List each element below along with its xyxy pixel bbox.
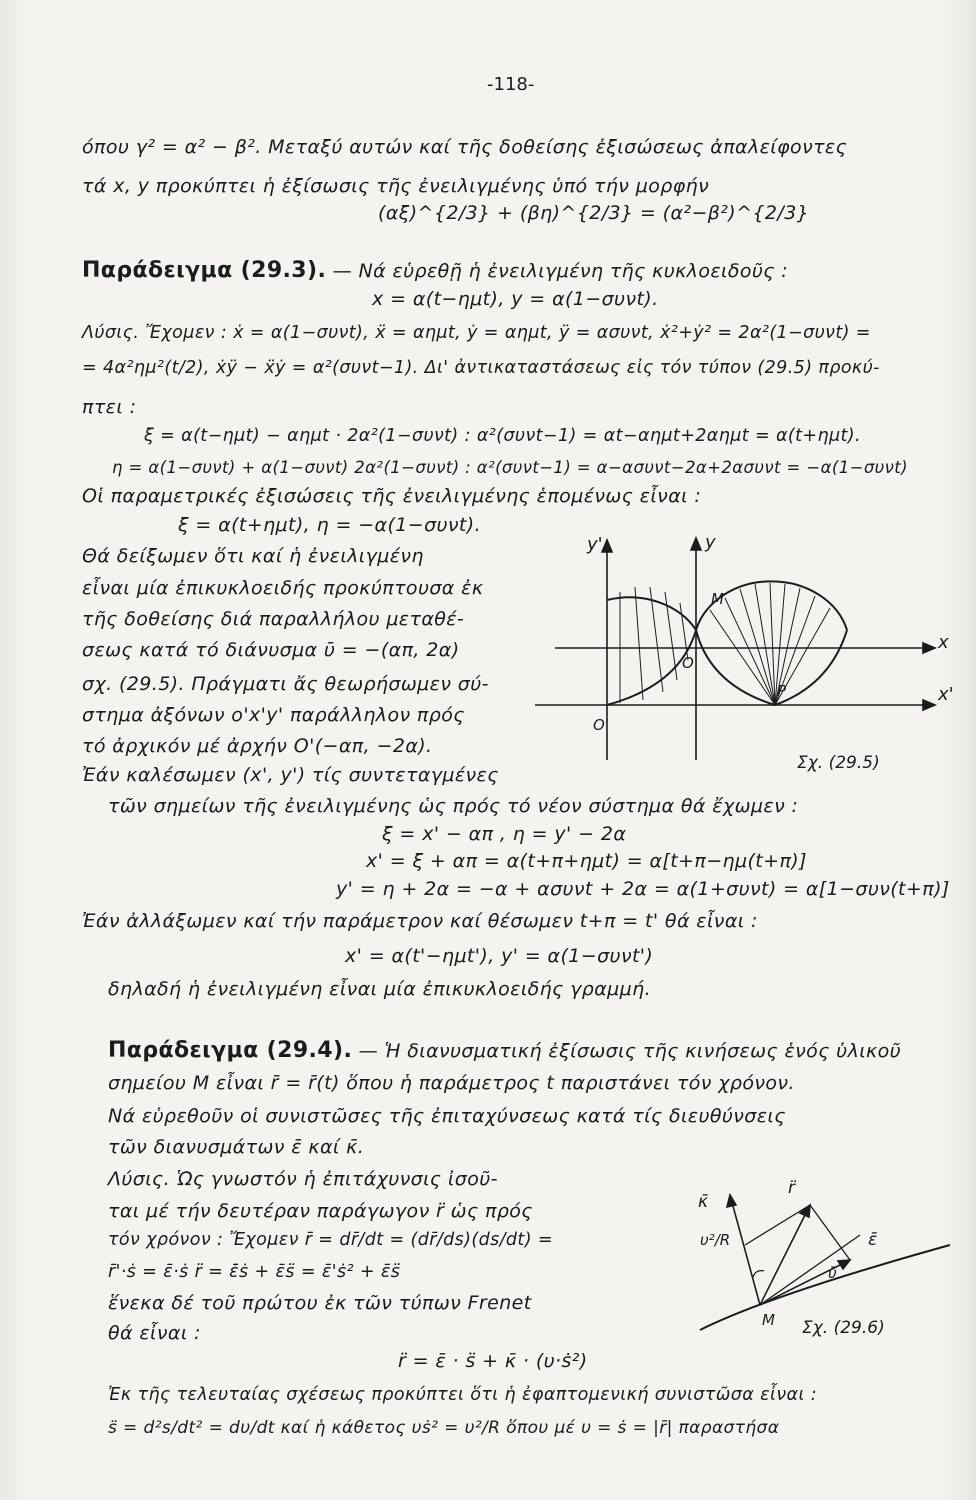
figure-caption: Σχ. (29.5): [797, 753, 880, 773]
text-line: θά εἶναι :: [108, 1322, 201, 1344]
text-line: τό ἀρχικόν μέ ἀρχήν Ο'(−απ, −2α).: [82, 735, 433, 757]
y-prime-arrow: [602, 540, 612, 552]
text-line: ται μέ τήν δευτέραν παράγωγον r̈ ὡς πρός: [108, 1200, 533, 1222]
text-line: όπου γ² = α² − β². Μεταξύ αυτών καί τῆς δοθείσης ἐξισώσεως ἀπαλείφοντες: [82, 136, 848, 158]
text-line: Θά δείξωμεν ὅτι καί ἡ ἐνειλιγμένη: [82, 545, 424, 567]
label-upsilon: ῡ: [828, 1264, 837, 1282]
example-text: — Νά εὑρεθῇ ἡ ἐνειλιγμένη τῆς κυκλοειδοῦς :: [332, 260, 789, 282]
text-line: Ἐκ τῆς τελευταίας σχέσεως προκύπτει ὅτι ἡ ἐφαπτομενική συνιστῶσα εἶναι :: [108, 1385, 818, 1405]
label-o-prime: O': [593, 716, 609, 734]
equation: ξ = x' − απ , η = y' − 2α: [382, 823, 627, 845]
component-line: [810, 1205, 850, 1260]
equation: ξ = α(t+ημt), η = −α(1−συνt).: [178, 514, 482, 536]
tangent-vector: [760, 1235, 860, 1305]
label-y-prime: y': [587, 534, 603, 555]
text-line: Ἐάν καλέσωμεν (x', y') τίς συντεταγμένες: [82, 764, 499, 786]
text-line: τόν χρόνον : Ἔχομεν r̄ = dr̄/dt = (dr̄/ds)(ds/dt) =: [108, 1230, 553, 1250]
text-line: σεως κατά τό διάνυσμα ῡ = −(απ, 2α): [82, 639, 460, 661]
text-line: πτει :: [82, 396, 137, 418]
text-line: Νά εὑρεθοῦν οἱ συνιστῶσες τῆς ἐπιταχύνσεως κατά τίς διευθύνσεις: [108, 1105, 786, 1127]
x-arrow: [923, 643, 935, 653]
label-x-prime: x': [938, 684, 954, 705]
figure-29-5: [525, 520, 965, 775]
example-heading-row: [82, 258, 788, 283]
text-line: Λύσις. Ἔχομεν : ẋ = α(1−συνt), ẍ = αημt, ẏ = αημt, ÿ = ασυνt, ẋ²+ẏ² = 2α²(1−συνt) =: [82, 323, 871, 343]
label-x: x: [938, 632, 949, 653]
text-line: σημείου Μ εἶναι r̄ = r̄(t) ὅπου ἡ παράμετρος t παριστάνει τόν χρόνον.: [108, 1072, 795, 1094]
text-line: Οἱ παραμετρικές ἐξισώσεις τῆς ἐνειλιγμένης ἑπομένως εἶναι :: [82, 485, 702, 507]
page-number: -118-: [487, 74, 535, 95]
text-line: τῶν σημείων τῆς ἐνειλιγμένης ὡς πρός τό νέον σύστημα θά ἔχωμεν :: [108, 795, 799, 817]
text-line: σχ. (29.5). Πράγματι ἄς θεωρήσωμεν σύ-: [82, 673, 489, 695]
text-line: Ἐάν ἀλλάξωμεν καί τήν παράμετρον καί θέσωμεν t+π = t' θά εἶναι :: [82, 910, 758, 932]
equation: x' = α(t'−ημt'), y' = α(1−συνt'): [345, 945, 654, 967]
equation: ξ = α(t−ημt) − αημt · 2α²(1−συνt) : α²(συνt−1) = αt−αημt+2αημt = α(t+ημt).: [144, 426, 861, 446]
label-m: M: [711, 590, 724, 608]
text-line: ἕνεκα δέ τοῦ πρώτου ἐκ τῶν τύπων Frenet: [108, 1292, 532, 1314]
text-line: στημα ἀξόνων ο'x'y' παράλληλον πρός: [82, 704, 465, 726]
text-line: τῆς δοθείσης διά παραλλήλου μεταθέ-: [82, 608, 465, 630]
text-line: = 4α²ημ²(t/2), ẋÿ − ẍẏ = α²(συνt−1). Δι' ἀντικαταστάσεως εἰς τόν τύπον (29.5) προκύ-: [82, 358, 880, 378]
equation: y' = η + 2α = −α + ασυνt + 2α = α(1+συνt) = α[1−συν(t+π)]: [336, 878, 950, 900]
y-arrow: [691, 538, 701, 550]
text-line: τά x, y προκύπτει ἡ ἐξίσωσις τῆς ἐνειλιγμένης ὑπό τήν μορφήν: [82, 175, 710, 197]
label-o: O: [682, 654, 694, 672]
label-r-ddot: r̈: [788, 1178, 795, 1198]
equation: (αξ)^{2/3} + (βη)^{2/3} = (α²−β²)^{2/3}: [378, 202, 810, 224]
text-line: Λύσις. Ὡς γνωστόν ἡ ἐπιτάχυνσις ἰσοῦ-: [108, 1168, 498, 1190]
text-line: εἶναι μία ἐπικυκλοειδής προκύπτουσα ἐκ: [82, 577, 484, 599]
figure-29-6: [690, 1165, 960, 1345]
text-line: δηλαδή ἡ ἐνειλιγμένη εἶναι μία ἐπικυκλοειδής γραμμή.: [108, 978, 652, 1000]
label-p: P: [777, 682, 787, 700]
equation: x = α(t−ημt), y = α(1−συνt).: [372, 288, 659, 310]
equation: η = α(1−συνt) + α(1−συνt) 2α²(1−συνt) : α²(συνt−1) = α−ασυνt−2α+2ασυνt = −α(1−συνt): [112, 458, 908, 477]
label-u2-over-r: υ²/R: [700, 1231, 731, 1249]
example-text: — Ἡ διανυσματική ἐξίσωσις τῆς κινήσεως ἑνός ὑλικοῦ: [358, 1040, 902, 1062]
x-prime-arrow: [923, 700, 935, 710]
example-heading: Παράδειγμα (29.3).: [82, 258, 327, 283]
example-heading: Παράδειγμα (29.4).: [108, 1038, 353, 1063]
text-line: s̈ = d²s/dt² = dυ/dt καί ἡ κάθετος υṡ² = υ²/R ὅπου μέ υ = ṡ = |r̄| παραστήσα: [108, 1418, 780, 1438]
label-y: y: [705, 532, 716, 553]
figure-caption: Σχ. (29.6): [802, 1318, 885, 1338]
example-heading-row: [108, 1038, 901, 1063]
label-epsilon: ε̄: [868, 1230, 878, 1250]
label-kappa: κ̄: [698, 1192, 709, 1212]
equation: r̄'·ṡ = ε̄·ṡ r̈ = ε̄̇ṡ + ε̄s̈ = ε̄'ṡ² + ε̄s̈: [108, 1262, 401, 1282]
label-m: M: [762, 1311, 775, 1329]
equation: x' = ξ + απ = α(t+π+ημt) = α[t+π−ημ(t+π)]: [366, 850, 807, 872]
text-line: τῶν διανυσμάτων ε̄ καί κ̄.: [108, 1136, 365, 1158]
normal-vector-k: [730, 1195, 760, 1305]
equation: r̈ = ε̄ · s̈ + κ̄ · (υ·ṡ²): [398, 1350, 588, 1372]
